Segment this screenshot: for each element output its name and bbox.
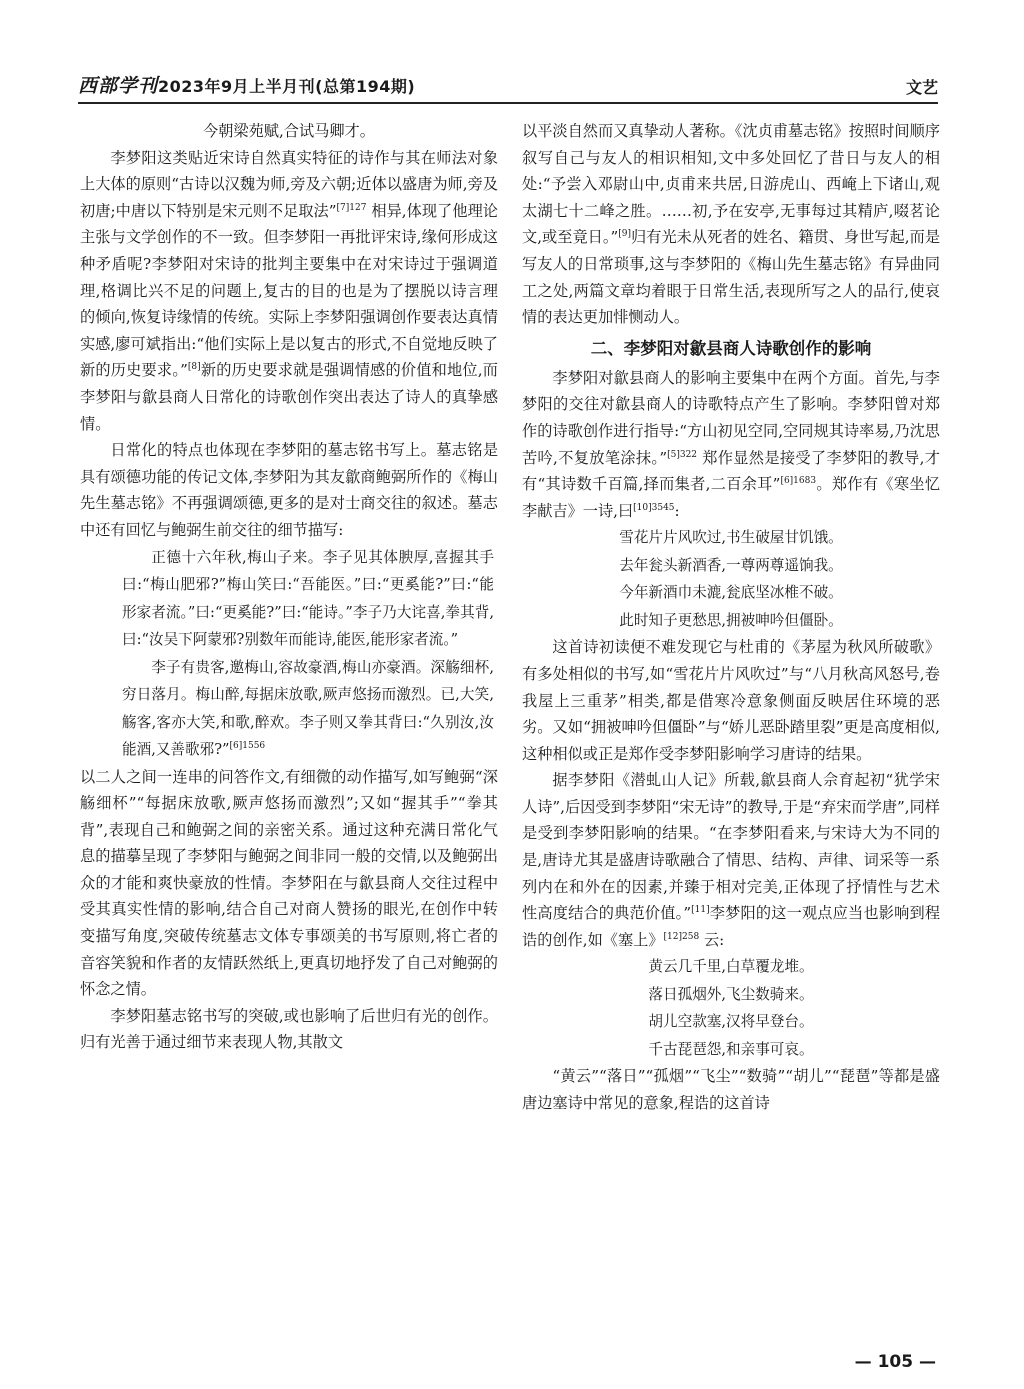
running-header bbox=[78, 72, 938, 104]
citation: [11] bbox=[691, 905, 710, 916]
page-number: — 105 — bbox=[854, 1352, 936, 1372]
citation: [10]3545 bbox=[633, 502, 675, 513]
paragraph: 这首诗初读便不难发现它与杜甫的《茅屋为秋风所破歌》有多处相似的书写,如“雪花片片风吹过”与“八月秋高风怒号,卷我屋上三重茅”相类,都是借寒冷意象侧面反映居住环境的恶劣。又如“拥被呻吟但僵卧”与“娇儿恶卧踏里裂”更是高度相似,这种相似或正是郑作受李梦阳影响学习唐诗的结果。 bbox=[522, 638, 940, 763]
paragraph: 以二人之间一连串的问答作文,有细微的动作描写,如写鲍弼“深觞细杯”“每据床放歌,厥声悠扬而激烈”;又如“握其手”“拳其背”,表现自己和鲍弼之间的亲密关系。通过这种充满日常化气息的描摹呈现了李梦阳与鲍弼之间非同一般的交情,以及鲍弼出众的才能和爽快豪放的性情。李梦阳在与歙县商人交往过程中受其真实性情的影响,结合自己对商人赞扬的眼光,在创作中转变描写角度,突破传统墓志文体专事颂美的书写原则,将亡者的音容笑貌和作者的友情跃然纸上,更真切地抒发了自己对鲍弼的怀念之情。 bbox=[80, 767, 498, 999]
journal-brand: 西部学刊 bbox=[78, 75, 159, 97]
poem-line: 黄云几千里,白草覆龙堆。 bbox=[648, 958, 814, 976]
paragraph: 据李梦阳《潜虬山人记》所载,歙县商人佘育起初“犹学宋人诗”,后因受到李梦阳“宋无诗”的教导,于是“弃宋而学唐”,同样是受到李梦阳影响的结果。“在李梦阳看来,与宋诗大为不同的是,唐诗尤其是盛唐诗歌融合了情思、结构、声律、词采等一系列内在和外在的因素,并臻于相对完美,正体现了抒情性与艺术性高度结合的典范价值。”[11]李梦阳的这一观点应当也影响到程诰的创作,如《塞上》$^{[12]258}$ 云: bbox=[522, 771, 940, 949]
paragraph: “黄云”“落日”“孤烟”“飞尘”“数骑”“胡儿”“琵琶”等都是盛唐边塞诗中常见的意象,程诰的这首诗 bbox=[522, 1067, 940, 1113]
paragraph: 李梦阳对歙县商人的影响主要集中在两个方面。首先,与李梦阳的交往对歙县商人的诗歌特点产生了影响。李梦阳曾对郑作的诗歌创作进行指导:“方山初见空同,空同规其诗率易,乃沈思苦吟,不复放笔涂抹。”$^{[5]322}$ 郑作显然是接受了李梦阳的教导,才有“其诗数千百篇,择而集者,二百余耳”$^{[6]1683}$。郑作有《寒坐忆李献吉》一诗,曰$^{[10]3545}$: bbox=[522, 368, 941, 520]
block-quote: 正德十六年秋,梅山子来。李子见其体腴厚,喜握其手曰:“梅山肥邪?”梅山笑曰:“吾能医。”曰:“更奚能?”曰:“能形家者流。”曰:“更奚能?”曰:“能诗。”李子乃大诧喜,拳其背,曰:“汝吴下阿蒙邪?别数年而能诗,能医,能形家者流。” bbox=[122, 548, 494, 648]
section-heading: 二、李梦阳对歙县商人诗歌创作的影响 bbox=[590, 338, 872, 358]
paragraph: 以平淡自然而又真挚动人著称。《沈贞甫墓志铭》按照时间顺序叙写自己与友人的相识相知,文中多处回忆了昔日与友人的相处:“予尝入邓尉山中,贞甫来共居,日游虎山、西崦上下诸山,观太湖七十二峰之胜。……初,予在安亭,无事每过其精庐,啜茗论文,或至竟日。”[9]归有光未从死者的姓名、籍贯、身世写起,而是写友人的日常琐事,这与李梦阳的《梅山先生墓志铭》有异曲同工之处,两篇文章均着眼于日常生活,表现所写之人的品行,使哀情的表达更加悱恻动人。 bbox=[522, 122, 941, 327]
verse-line: 今朝梁苑赋,合试马卿才。 bbox=[203, 122, 375, 140]
section-label: 文艺 bbox=[905, 78, 938, 97]
block-quote: 李子有贵客,邀梅山,容故豪酒,梅山亦豪酒。深觞细杯,穷日落月。梅山醉,每据床放歌,厥声悠扬而激烈。已,大笑,觞客,客亦大笑,和歌,醉欢。李子则又拳其背曰:“久别汝,汝能酒,又善歌邪?”$^{[6]1556}$ bbox=[122, 658, 494, 758]
poem-line: 落日孤烟外,飞尘数骑来。 bbox=[648, 985, 814, 1003]
journal-title bbox=[78, 71, 415, 102]
citation: [5]322 bbox=[667, 449, 698, 460]
poem-line: 去年瓮头新酒香,一尊两尊遥饷我。 bbox=[619, 556, 843, 574]
citation: [9] bbox=[618, 229, 632, 240]
citation: [12]258 bbox=[663, 931, 700, 942]
left-column bbox=[80, 118, 498, 1056]
poem-line: 胡儿空款塞,汉将早登台。 bbox=[648, 1013, 814, 1031]
right-column bbox=[522, 118, 940, 1117]
poem-line: 千古琵琶怨,和亲事可哀。 bbox=[648, 1040, 814, 1058]
poem-line: 今年新酒巾未漉,瓮底坚冰椎不破。 bbox=[619, 584, 843, 602]
paragraph: 日常化的特点也体现在李梦阳的墓志铭书写上。墓志铭是具有颂德功能的传记文体,李梦阳为其友歙商鲍弼所作的《梅山先生墓志铭》不再强调颂德,更多的是对士商交往的叙述。墓志中还有回忆与鲍弼生前交往的细节描写: bbox=[80, 441, 498, 539]
citation: [7]127 bbox=[336, 202, 367, 213]
citation: [8] bbox=[187, 362, 201, 373]
citation: [6]1556 bbox=[229, 741, 266, 752]
paragraph: 李梦阳墓志铭书写的突破,或也影响了后世归有光的创作。归有光善于通过细节来表现人物,其散文 bbox=[80, 1006, 498, 1052]
poem-line: 此时知子更愁思,拥被呻吟但僵卧。 bbox=[619, 611, 843, 629]
poem-line: 雪花片片风吹过,书生破屋甘饥饿。 bbox=[619, 529, 843, 547]
citation: [6]1683 bbox=[780, 476, 817, 487]
journal-issue: 2023年9月上半月刊(总第194期) bbox=[158, 77, 416, 96]
paragraph: 李梦阳这类贴近宋诗自然真实特征的诗作与其在师法对象上大体的原则“古诗以汉魏为师,旁及六朝;近体以盛唐为师,旁及初唐;中唐以下特别是宋元则不足取法”$^{[7]127}$ 相异,体现了他理论主张与文学创作的不一致。但李梦阳一再批评宋诗,缘何形成这种矛盾呢?李梦阳对宋诗的批判主要集中在对宋诗过于强调道理,格调比兴不足的问题上,复古的目的也是为了摆脱以诗言理的倾向,恢复诗缘情的传统。实际上李梦阳强调创作要表达真情实感,廖可斌指出:“他们实际上是以复古的形式,不自觉地反映了新的历史要求。”[8]新的历史要求就是强调情感的价值和地位,而李梦阳与歙县商人日常化的诗歌创作突出表达了诗人的真挚感情。 bbox=[80, 148, 498, 433]
